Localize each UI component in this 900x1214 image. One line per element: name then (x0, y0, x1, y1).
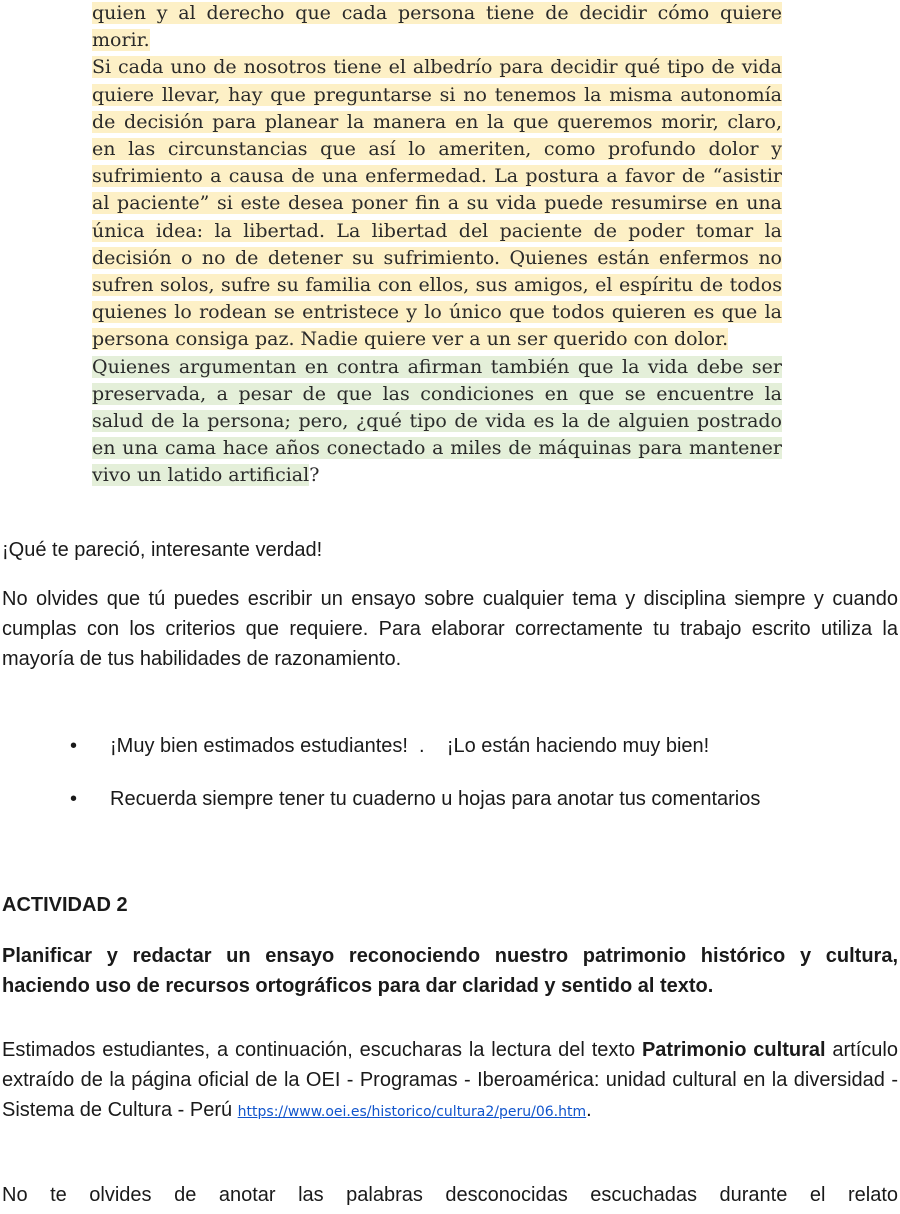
highlighted-text: Si cada uno de nosotros tiene el albedrío para decidir qué tipo de vida quiere llevar, hay que preguntarse si no tenemos la misma autonomía de decisión para planear la manera en la que queremos morir, claro, en las circunstancias que así lo ameriten, como profundo dolor y sufrimiento a causa de una enfermedad. La postura a favor de “asistir al paciente” si este desea poner fin a su vida puede resumirse en una única idea: la libertad. La libertad del paciente de poder tomar la decisión o no de detener su sufrimiento. Quienes están enfermos no sufren solos, sufre su familia con ellos, sus amigos, el espíritu de todos quienes lo rodean se entristece y lo único que todos quieren es que la persona consiga paz. Nadie quiere ver a un ser querido con dolor. (92, 56, 782, 351)
intro-text: Estimados estudiantes, a continuación, escucharas la lectura del texto (2, 1039, 642, 1061)
highlighted-text: quien y al derecho que cada persona tiene de decidir cómo quiere morir. (92, 2, 782, 52)
activity-title: ACTIVIDAD 2 (2, 894, 128, 916)
quote-paragraph-2 (92, 54, 782, 353)
question-mark: ? (309, 464, 320, 487)
quoted-essay-excerpt (92, 0, 782, 490)
last-line: No te olvides de anotar las palabras desconocidas escuchadas durante el relato (2, 1184, 898, 1206)
reaction-line: ¡Qué te pareció, interesante verdad! (2, 539, 323, 561)
intro-paragraph (2, 1035, 898, 1127)
bullet-item (70, 785, 900, 813)
bullet-text: ¡Muy bien estimados estudiantes! . ¡Lo están haciendo muy bien! (110, 735, 710, 757)
highlighted-text: Quienes argumentan en contra afirman también que la vida debe ser preservada, a pesar de que las condiciones en que se encuentre la salud de la persona; pero, ¿qué tipo de vida es la de alguien postrado en una cama hace años conectado a miles de máquinas para mantener vivo un latido artificial (92, 355, 782, 487)
intro-text: artículo extraído de la página oficial de la OEI - Programas - Iberoamérica: unidad cultural en la diversidad - Sistema de Cultura - Perú (2, 1039, 898, 1121)
quote-paragraph-1 (92, 0, 782, 54)
bullet-text: Recuerda siempre tener tu cuaderno u hojas para anotar tus comentarios (110, 788, 761, 810)
bullet-symbol: • (70, 735, 78, 757)
bullet-item (70, 731, 900, 761)
text-title: Patrimonio cultural (641, 1039, 826, 1061)
source-link[interactable]: https://www.oei.es/historico/cultura2/peru/06.htm (237, 1104, 587, 1120)
activity-goal: Planificar y redactar un ensayo reconociendo nuestro patrimonio histórico y cultura, haciendo uso de recursos ortográficos para dar claridad y sentido al texto. (2, 945, 898, 997)
reminder-paragraph: No olvides que tú puedes escribir un ensayo sobre cualquier tema y disciplina siempre y cuando cumplas con los criterios que requiere. Para elaborar correctamente tu trabajo escrito utiliza la mayoría de tus habilidades de razonamiento. (2, 588, 898, 670)
bullet-symbol: • (70, 788, 78, 810)
quote-paragraph-3 (92, 354, 782, 490)
intro-end: . (586, 1099, 592, 1121)
